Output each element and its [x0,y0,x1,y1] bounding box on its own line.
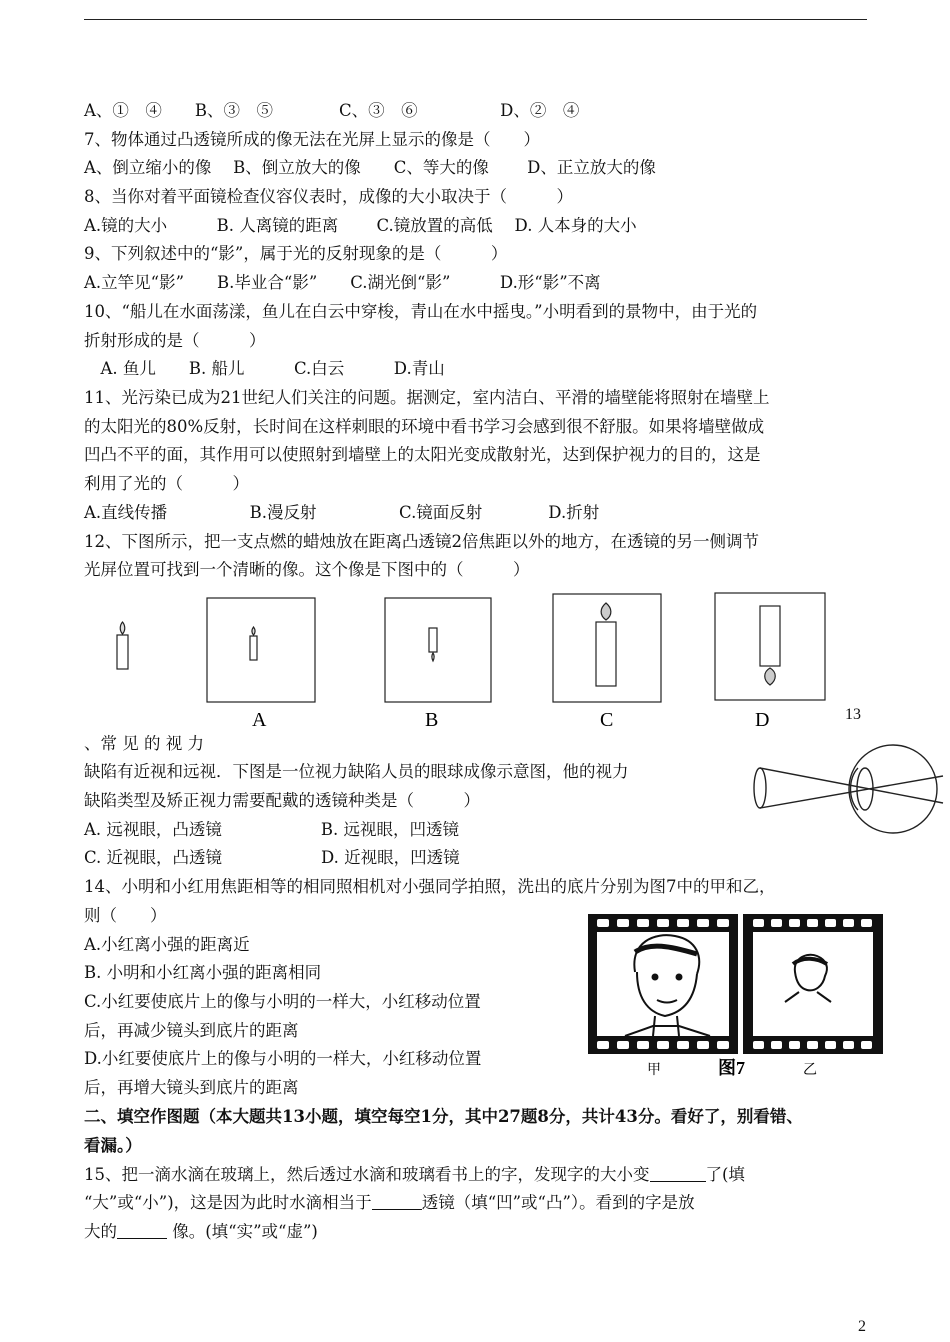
q10-stem-cont: 折射形成的是（ ） [84,331,266,350]
q11-stem: 11、光污染已成为21世纪人们关注的问题。据测定，室内洁白、平滑的墙壁能将照射在墙壁上 [84,388,770,407]
q9-stem: 9、下列叙述中的“影”，属于光的反射现象的是（ ） [84,244,508,263]
q15-line-2 [84,1192,695,1214]
q12-stem: 12、下图所示，把一支点燃的蜡烛放在距离凸透镜2倍焦距以外的地方，在透镜的另一侧调节 [84,532,759,551]
q9-options: A.立竿见“影” B.毕业合“影” C.湖光倒“影” D.形“影”不离 [84,273,601,292]
option-a-box [207,598,315,702]
q14-option-c-cont: 后，再减少镜头到底片的距离 [84,1021,299,1040]
q13-options-ab: A. 远视眼，凸透镜 B. 远视眼，凹透镜 [84,820,460,839]
option-b-label: B [425,709,439,731]
object-candle [117,622,128,669]
q11-stem-cont-1: 的太阳光的80%反射，长时间在这样刺眼的环境中看书学习会感到很不舒服。如果将墙壁做成 [84,417,765,436]
q14-option-d-cont: 后，再增大镜头到底片的距离 [84,1078,299,1097]
q14-stem-cont: 则（ ） [84,906,167,925]
q14-stem: 14、小明和小红用焦距相等的相同照相机对小强同学拍照，洗出的底片分别为图7中的甲和乙， [84,877,776,896]
q13-stem: 、常 见 的 视 力 [84,734,204,753]
header-rule [84,19,867,20]
eye-diagram [748,738,948,838]
option-c-box [553,594,661,702]
q11-stem-cont-2: 凹凸不平的面，其作用可以使照射到墙壁上的太阳光变成散射光，达到保护视力的目的，这是 [84,445,761,464]
film-negatives-figure [585,912,887,1077]
q10-stem: 10、“船儿在水面荡漾，鱼儿在白云中穿梭，青山在水中摇曳。”小明看到的景物中，由于光的 [84,302,758,321]
option-d-box [715,593,825,700]
q13-options-cd: C. 近视眼，凸透镜 D. 近视眼，凹透镜 [84,848,460,867]
q15-text-2b: 透镜（填“凹”或“凸”）。看到的字是放 [421,1193,695,1212]
q13-number: 13 [845,706,861,723]
q11-stem-cont-3: 利用了光的（ ） [84,474,249,493]
figure7-caption: 图7 [718,1058,745,1078]
q13-stem-cont-1: 缺陷有近视和远视．下图是一位视力缺陷人员的眼球成像示意图，他的视力 [84,762,629,781]
q14-option-a: A.小红离小强的距离近 [84,935,250,954]
q15-line-3 [84,1221,318,1243]
q15-blank-1[interactable] [650,1165,706,1182]
section-two-heading-cont: 看漏。） [84,1136,142,1155]
q14-option-d: D.小红要使底片上的像与小明的一样大，小红移动位置 [84,1049,482,1068]
option-d-label: D [755,709,770,731]
q7-stem: 7、物体通过凸透镜所成的像无法在光屏上显示的像是（ ） [84,130,540,149]
q15-text-1: 15、把一滴水滴在玻璃上，然后透过水滴和玻璃看书上的字，发现字的大小变 [84,1165,650,1184]
q15-blank-2[interactable] [372,1193,422,1210]
q15-blank-3[interactable] [117,1222,167,1239]
candle-figure [100,590,860,730]
q14-option-c: C.小红要使底片上的像与小明的一样大，小红移动位置 [84,992,481,1011]
option-b-box [385,598,491,702]
film-strip-right [743,914,883,1054]
q11-options: A.直线传播 B.漫反射 C.镜面反射 D.折射 [84,503,600,522]
q15-text-2: “大”或“小”)，这是因为此时水滴相当于 [84,1193,372,1212]
q13-stem-cont-2: 缺陷类型及矫正视力需要配戴的透镜种类是（ ） [84,791,480,810]
figure7-left-label: 甲 [647,1062,661,1078]
q12-stem-cont: 光屏位置可找到一个清晰的像。这个像是下图中的（ ） [84,560,530,579]
q8-options: A.镜的大小 B. 人离镜的距离 C.镜放置的高低 D. 人本身的大小 [84,216,637,235]
q15-text-1b: 了(填 [705,1165,745,1184]
q14-option-b: B. 小明和小红离小强的距离相同 [84,963,322,982]
option-a-label: A [252,709,267,731]
option-c-label: C [600,709,614,731]
q15-line-1 [84,1164,745,1186]
q7-options: A、倒立缩小的像 B、倒立放大的像 C、等大的像 D、正立放大的像 [84,158,656,177]
page-number: 2 [858,1318,866,1335]
film-strip-left [588,914,738,1054]
q15-text-3: 大的 [84,1222,117,1241]
q6-options: A、① ④ B、③ ⑤ C、③ ⑥ D、② ④ [84,101,580,120]
figure7-right-label: 乙 [803,1062,817,1078]
section-two-heading: 二、填空作图题（本大题共13小题，填空每空1分，其中27题8分，共计43分。看好了，别看错、 [84,1107,803,1126]
q8-stem: 8、当你对着平面镜检查仪容仪表时，成像的大小取决于（ ） [84,187,573,206]
q15-text-3b: 像。(填“实”或“虚”) [167,1222,318,1241]
q10-options: A. 鱼儿 B. 船儿 C.白云 D.青山 [84,359,445,378]
